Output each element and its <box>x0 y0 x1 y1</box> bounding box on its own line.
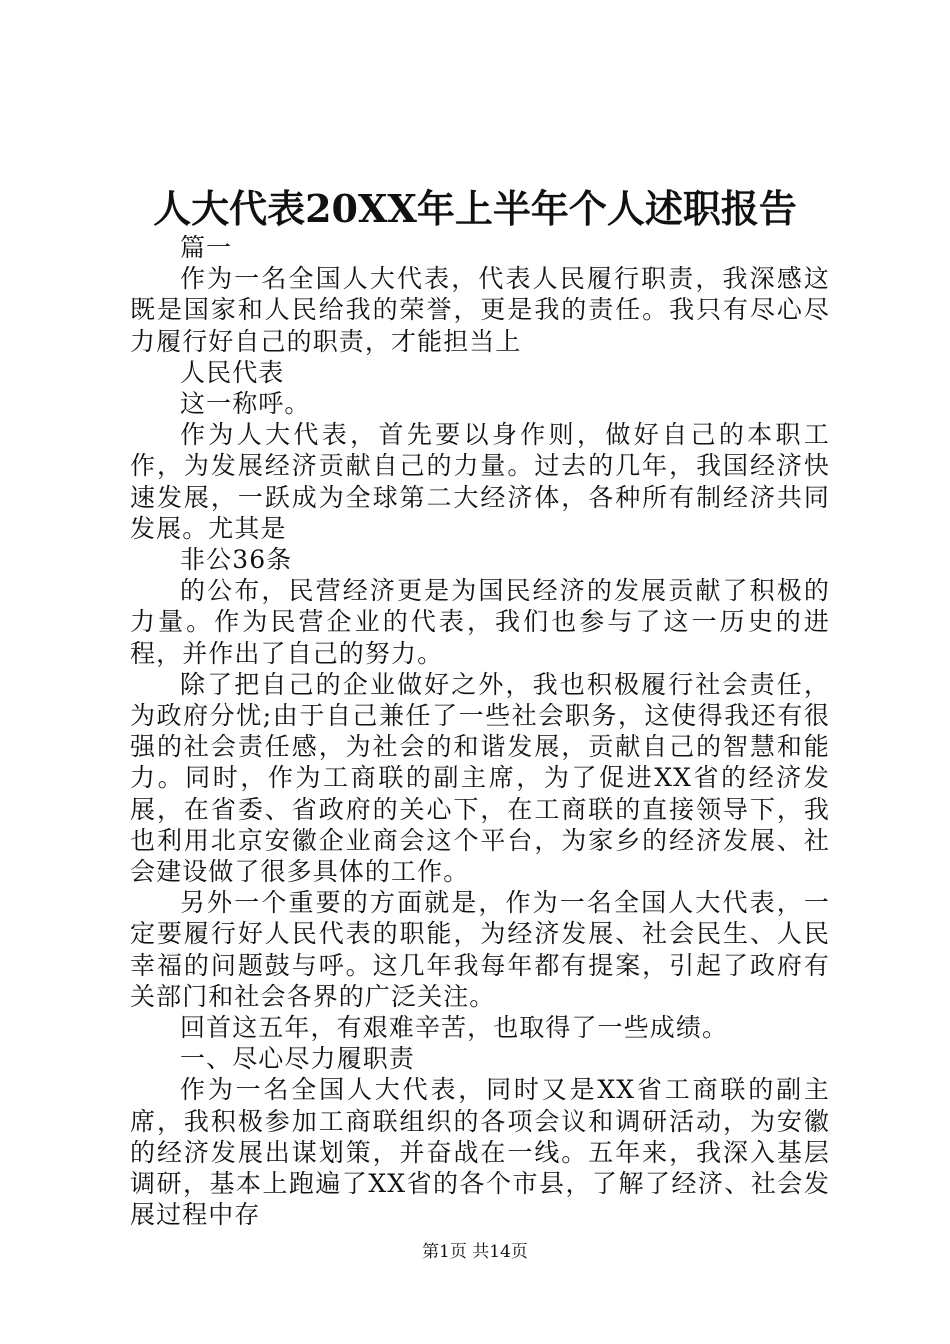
paragraph: 作为一名全国人大代表，同时又是XX省工商联的副主席，我积极参加工商联组织的各项会议和调研活动，为安徽的经济发展出谋划策，并奋战在一线。五年来，我深入基层调研，基本上跑遍了XX省的各个市县，了解了经济、社会发展过程中存 <box>130 1075 830 1230</box>
paragraph: 篇一 <box>180 233 233 262</box>
paragraph: 作为一名全国人大代表，代表人民履行职责，我深感这既是国家和人民给我的荣誉，更是我的责任。我只有尽心尽力履行好自己的职责，才能担当上 <box>130 264 830 356</box>
paragraph: 这一称呼。 <box>180 389 311 419</box>
page-number-footer: 第1页 共14页 <box>422 1242 528 1262</box>
paragraph: 除了把自己的企业做好之外，我也积极履行社会责任，为政府分忧;由于自己兼任了一些社会职务，这使得我还有很强的社会责任感，为社会的和谐发展，贡献自己的智慧和能力。同时，作为工商联的副主席，为了促进XX省的经济发展，在省委、省政府的关心下，在工商联的直接领导下，我也利用北京安徽企业商会这个平台，为家乡的经济发展、社会建设做了很多具体的工作。 <box>130 669 830 887</box>
paragraph: 回首这五年，有艰难辛苦，也取得了一些成绩。 <box>180 1013 729 1043</box>
paragraph: 人民代表 <box>180 357 285 387</box>
paragraph: 作为人大代表，首先要以身作则，做好自己的本职工作，为发展经济贡献自己的力量。过去的几年，我国经济快速发展，一跃成为全球第二大经济体，各种所有制经济共同发展。尤其是 <box>130 420 830 543</box>
section-heading: 一、尽心尽力履职责 <box>180 1044 415 1074</box>
document-body <box>130 232 830 1231</box>
paragraph: 另外一个重要的方面就是，作为一名全国人大代表，一定要履行好人民代表的职能，为经济发展、社会民生、人民幸福的问题鼓与呼。这几年我每年都有提案，引起了政府有关部门和社会各界的广泛关注。 <box>130 888 830 1011</box>
paragraph: 的公布，民营经济更是为国民经济的发展贡献了积极的力量。作为民营企业的代表，我们也参与了这一历史的进程，并作出了自己的努力。 <box>130 576 830 668</box>
paragraph: 非公36条 <box>180 545 293 575</box>
document-title: 人大代表20XX年上半年个人述职报告 <box>153 186 797 231</box>
